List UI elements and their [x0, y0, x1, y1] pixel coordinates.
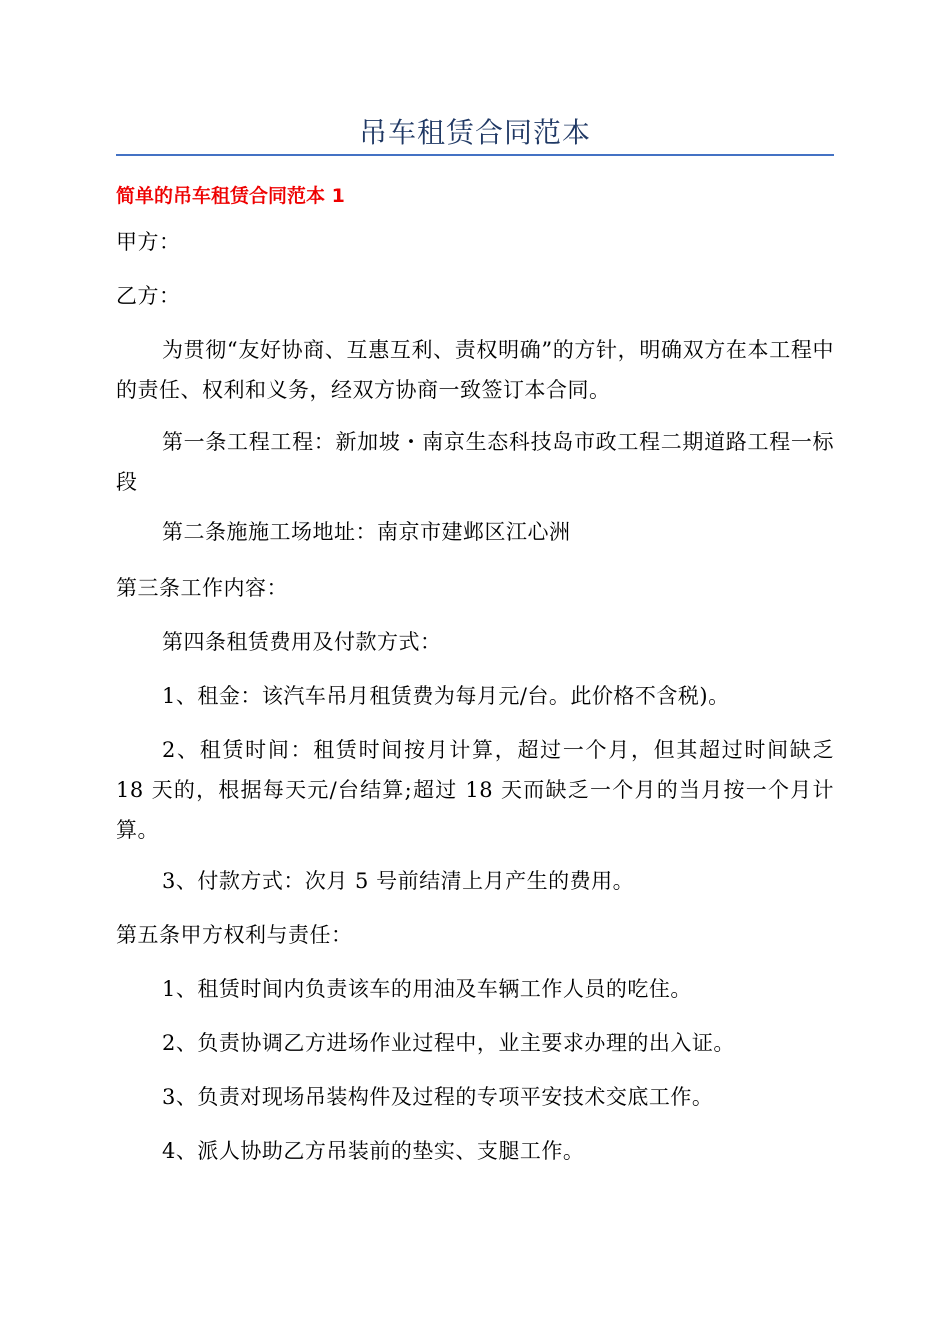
article-2-paragraph: 第二条施施工场地址：南京市建邺区江心洲 [162, 520, 571, 544]
party-b-label: 乙方： [116, 284, 181, 308]
title-underline [116, 154, 834, 156]
article-1-paragraph: 第一条工程工程：新加坡・南京生态科技岛市政工程二期道路工程一标段 [116, 430, 834, 494]
article-4-paragraph: 第四条租赁费用及付款方式： [162, 630, 442, 654]
article-5-item-4: 4、派人协助乙方吊装前的垫实、支腿工作。 [162, 1139, 585, 1163]
article-4-item-3: 3、付款方式：次月 5 号前结清上月产生的费用。 [162, 869, 635, 893]
party-a-label: 甲方： [116, 230, 181, 254]
article-5-item-1: 1、租赁时间内负责该车的用油及车辆工作人员的吃住。 [162, 977, 692, 1001]
article-5-item-3: 3、负责对现场吊装构件及过程的专项平安技术交底工作。 [162, 1085, 714, 1109]
section-heading: 简单的吊车租赁合同范本 1 [116, 185, 345, 207]
article-5-paragraph: 第五条甲方权利与责任： [116, 923, 353, 947]
article-4-item-2: 2、租赁时间：租赁时间按月计算，超过一个月，但其超过时间缺乏 18 天的，根据每天元/台结算;超过 18 天而缺乏一个月的当月按一个月计算。 [116, 738, 834, 842]
article-5-item-2: 2、负责协调乙方进场作业过程中，业主要求办理的出入证。 [162, 1031, 735, 1055]
article-3-paragraph: 第三条工作内容： [116, 576, 288, 600]
article-4-item-1: 1、租金：该汽车吊月租赁费为每月元/台。此价格不含税)。 [162, 684, 730, 708]
preamble-paragraph: 为贯彻“友好协商、互惠互利、责权明确”的方针，明确双方在本工程中的责任、权利和义务，经双方协商一致签订本合同。 [116, 338, 834, 402]
document-title: 吊车租赁合同范本 [358, 116, 591, 149]
